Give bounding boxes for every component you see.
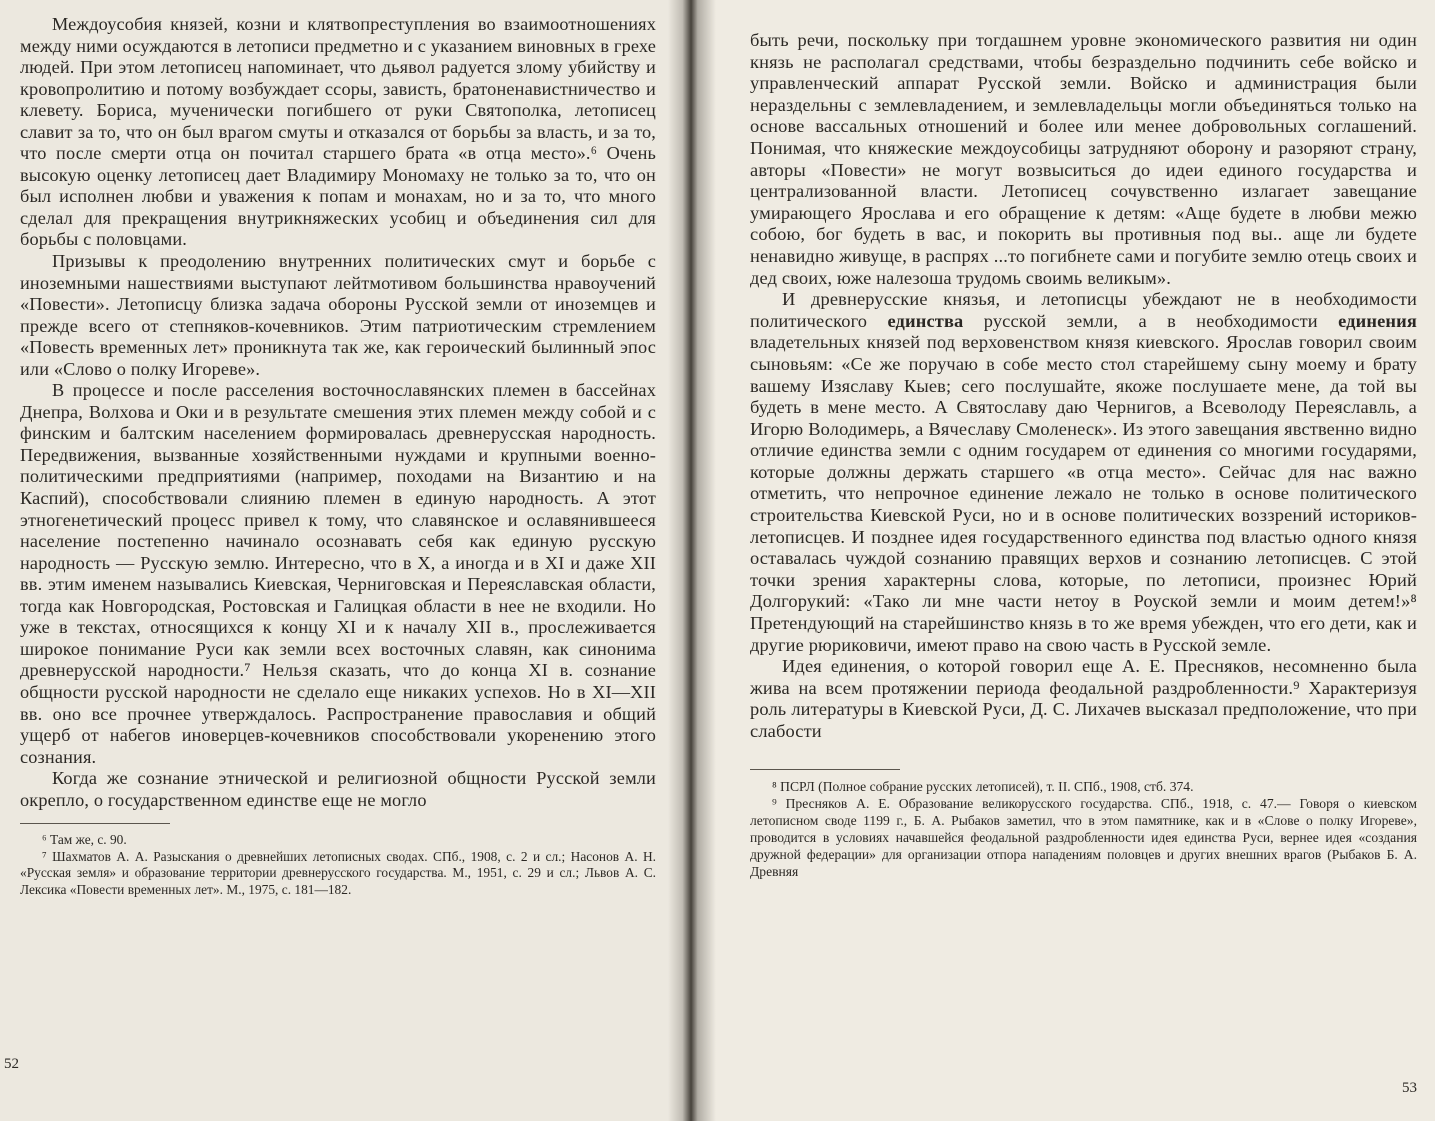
right-body-text (750, 30, 1417, 743)
footnote: ⁷ Шахматов А. А. Разыскания о древнейших летописных сводах. СПб., 1908, с. 2 и сл.; Насонов А. Н. «Русская земля» и образование территории древнерусского государства. М., 1951, с. 29 и сл.; Львов А. С. Лексика «Повести временных лет». М., 1975, с. 181—182. (20, 848, 656, 898)
footnote: ⁶ Там же, с. 90. (42, 832, 127, 848)
right-paragraph: Идея единения, о которой говорил еще А. Е. Пресняков, несомненно была жива на всем протяжении периода феодальной раздробленности.⁹ Характеризуя роль литературы в Киевской Руси, Д. С. Лихачев высказал предположение, что при слабости (750, 656, 1417, 741)
left-paragraph: Призывы к преодолению внутренних политических смут и борьбе с иноземными нашествиями выступают лейтмотивом большинства нравоучений «Повести». Летописцу близка задача обороны Русской земли от иноземцев и прежде всего от степняков-кочевников. Этим патриотическим стремлением «Повесть временных лет» проникнута так же, как героический былинный эпос или «Слово о полку Игореве». (20, 251, 656, 379)
footnote-rule (750, 769, 900, 770)
emphasis: единства (887, 310, 964, 331)
left-paragraph: Междоусобия князей, козни и клятвопреступления во взаимоотношениях между ними осуждаются в летописи предметно и с указанием виновных в грехе людей. При этом летописец напоминает, что дьявол радуется злому убийству и кровопролитию и потому возбуждает ссоры, зависть, братоненавистничество и клевету. Бориса, мученически погибшего от руки Святополка, летописец славит за то, что он был врагом смуты и отказался от борьбы за власть, и за то, что после смерти отца он почитал старшего брата «в отца место».⁶ Очень высокую оценку летописец дает Владимиру Мономаху не только за то, что он был исполнен любви и уважения к попам и монахам, но и за то, что много сделал для прекращения внутрикняжеских усобиц и объединения сил для борьбы с половцами. (20, 14, 656, 250)
left-body-text (20, 14, 656, 811)
text-run: русской земли, а в необходимости (963, 310, 1339, 331)
footnote: ⁸ ПСРЛ (Полное собрание русских летописей), т. II. СПб., 1908, стб. 374. (772, 778, 1194, 794)
right-paragraph: быть речи, поскольку при тогдашнем уровне экономического развития ни один князь не располагал средствами, чтобы безраздельно подчинить себе войско и управленческий аппарат Русской земли. Войско и администрация были нераздельны с землевладением, и землевладельцы могли объединяться только на основе вассальных отношений и более или менее добровольных соглашений. Понимая, что княжеские междоусобицы затрудняют оборону и разоряют страну, авторы «Повести» не могут возвыситься до идеи единого государства и централизованной власти. Летописец сочувственно излагает завещание умирающего Ярослава и его обращение к детям: «Аще будете в любви межю собою, бог будеть в вас, и покорить вы противныя под вы.. аще ли будете ненавидно живуще, в распрях ...то погибнете сами и погубите землю отець своих и дед своих, юже налезоша трудомь своимь великым». (750, 30, 1417, 288)
footnote: ⁹ Пресняков А. Е. Образование великорусского государства. СПб., 1918, с. 47.— Говоря о киевском летописном своде 1199 г., Б. А. Рыбаков заметил, что в этом памятнике, как и в «Слове о полку Игореве», проводится в условиях начавшейся феодальной раздробленности идея единства Руси, вернее идея «создания дружной федерации» для организации отпора нападениям половцев и других внешних врагов (Рыбаков Б. А. Древняя (750, 795, 1417, 879)
footnote-rule (20, 823, 170, 824)
right-paragraph (750, 289, 1417, 656)
page-number: 53 (1402, 1080, 1417, 1096)
left-paragraph: В процессе и после расселения восточнославянских племен в бассейнах Днепра, Волхова и Оки и в результате смешения этих племен между собой и с финским и балтским населением формировалась древнерусская народность. Передвижения, вызванные хозяйственными нуждами и крупными военно-политическими предприятиями (например, походами на Византию и на Каспий), способствовали слиянию племен в единую народность. А этот этногенетический процесс привел к тому, что славянское и ославянившееся население постепенно начинало осознавать себя как единую русскую народность — Русскую землю. Интересно, что в X, а иногда и в XI и даже XII вв. этим именем назывались Киевская, Черниговская и Переяславская области, тогда как Новгородская, Ростовская и Галицкая области в нее не входили. Но уже в текстах, относящихся к концу XI и к началу XII в., прослеживается широкое понимание Руси как земли всех восточных славян, как синонима древнерусской народности.⁷ Нельзя сказать, что до конца XI в. сознание общности русской народности не сделало еще никаких успехов. Но в XI—XII вв. оно все прочнее утверждалось. Распространение православия и общий ущерб от набегов иноверцев-кочевников способствовали укоренению этого сознания. (20, 380, 656, 767)
text-run: И древнерусские князья, и летописцы убеждают не в необходимости политического (750, 289, 1417, 331)
right-footnotes (750, 778, 1417, 880)
text-run: владетельных князей под верховенством князя киевского. Ярослав говорил своим сыновьям: «Се же поручаю в собе место стол старейшему сыну моему и брату вашему Изяславу Кыев; сего послушайте, якоже послушаете мене, да той вы будеть в мене место. А Святославу даю Чернигов, а Всеволоду Переяславль, а Игорю Володимерь, а Вячеславу Смоленеск». Из этого завещания явственно видно отличие единства земли с одним государем от единения со многими государями, которые должны держать старшего «в отца место». Сейчас для нас важно отметить, что непрочное единение лежало не только в основе политического строительства Киевской Руси, но и в основе политических воззрений историков-летописцев. И позднее идея государственного единства под властью одного князя оставалась чуждой сознанию правящих верхов и сознанию летописцев. С этой точки зрения характерны слова, которые, по летописи, произнес Юрий Долгорукий: «Тако ли мне части нетоу в Роуской земли и моим детем!»⁸ Претендующий на старейшинство князь в то же время убежден, что его дети, как и другие рюриковичи, имеют право на свою часть в Русской земле. (750, 332, 1417, 655)
right-page (690, 0, 1435, 1121)
page-number: 52 (4, 1056, 19, 1072)
emphasis: единения (1338, 310, 1417, 331)
left-paragraph: Когда же сознание этнической и религиозной общности Русской земли окрепло, о государственном единстве еще не могло (20, 768, 656, 810)
left-page (0, 0, 690, 1121)
left-footnotes (20, 832, 656, 898)
